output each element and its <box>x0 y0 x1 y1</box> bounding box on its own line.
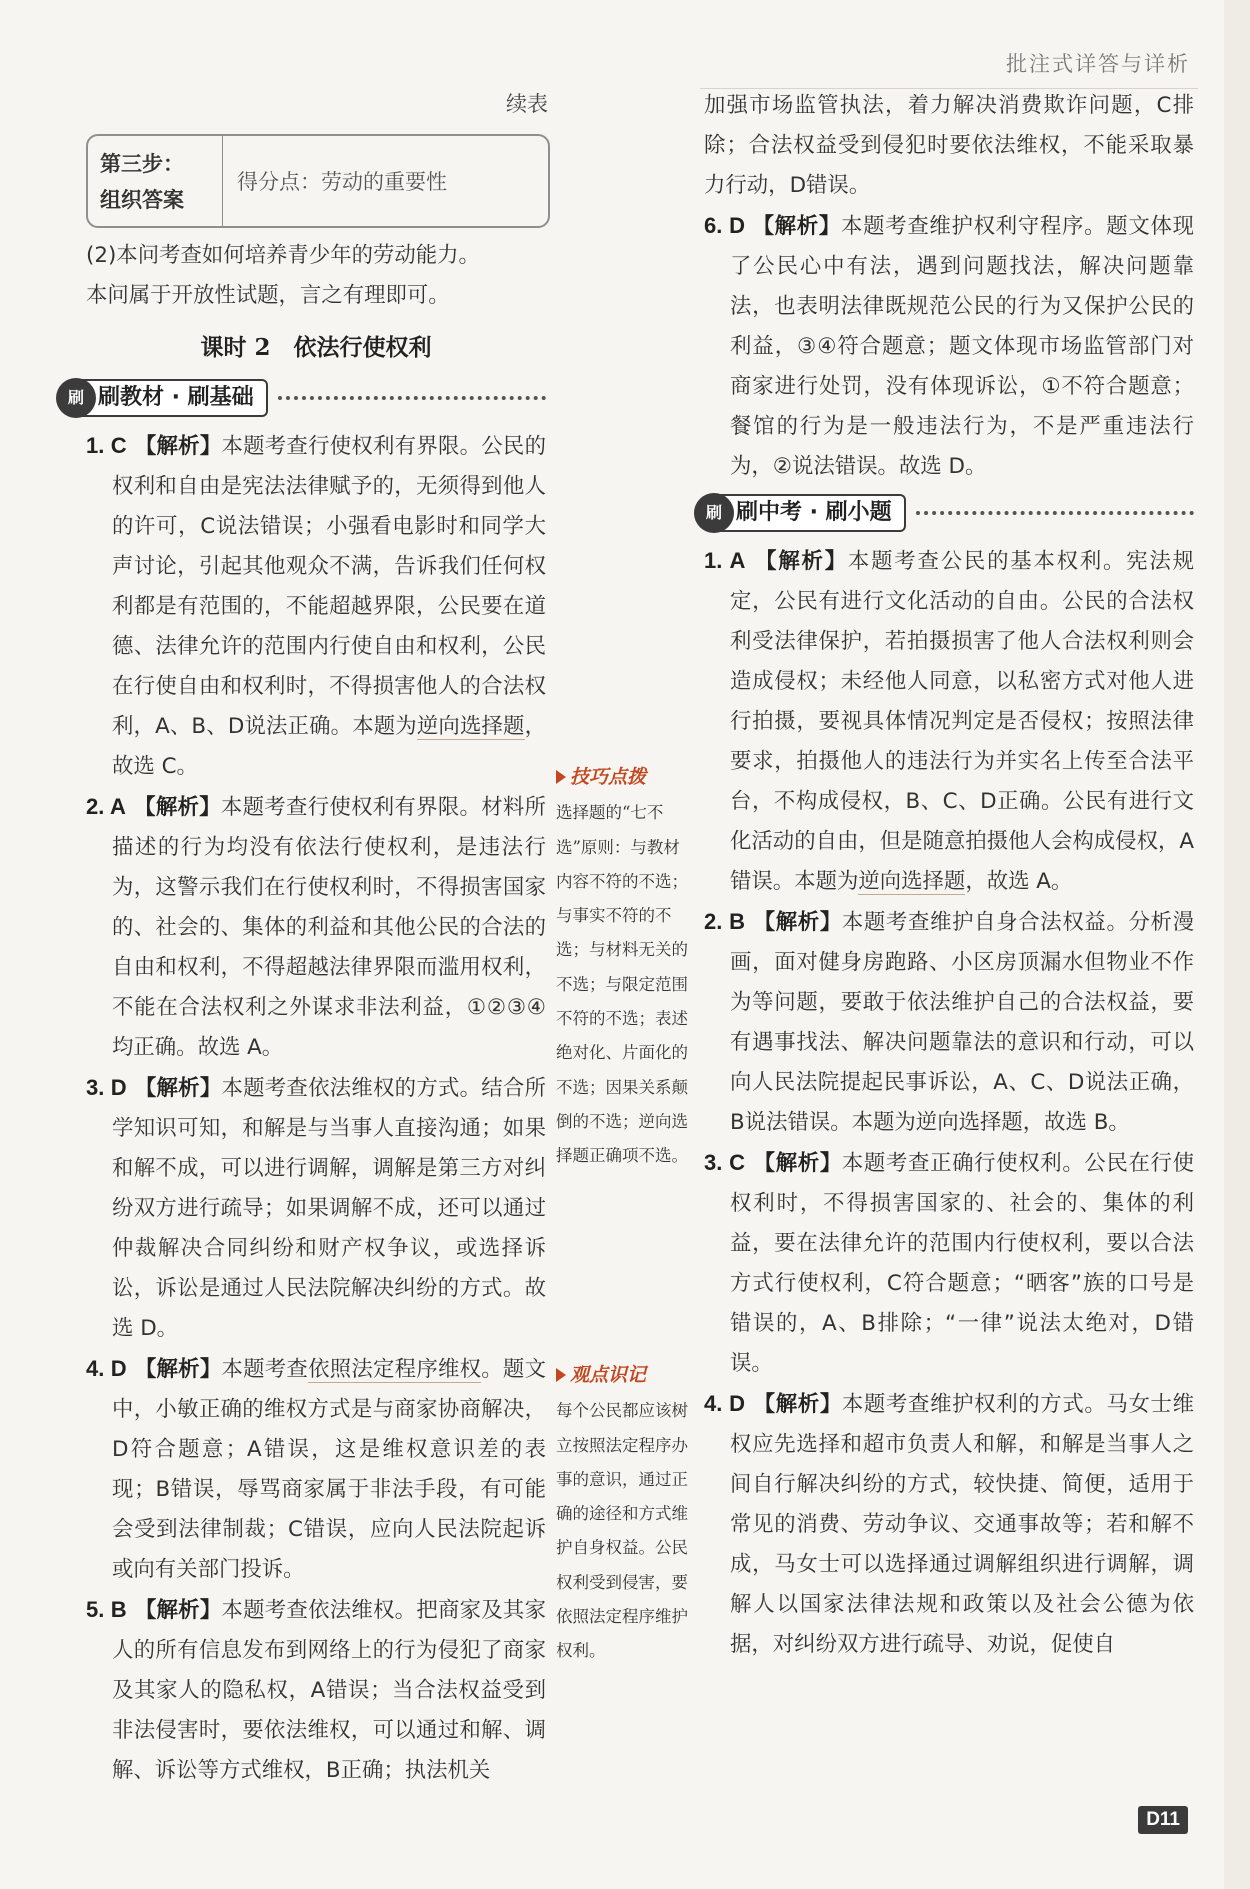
answer-number: 1. C <box>86 433 127 458</box>
answer-item <box>704 1143 1194 1384</box>
answer-tag: 【解析】 <box>133 795 221 820</box>
answer-number: 3. D <box>86 1075 127 1100</box>
answer-number: 4. D <box>704 1391 746 1416</box>
answer-tag: 【解析】 <box>134 1357 222 1382</box>
answer-tag: 【解析】 <box>753 910 842 935</box>
answer-tag: 【解析】 <box>753 549 848 574</box>
answer-text: 本题考查依法维权。把商家及其家人的所有信息发布到网络上的行为侵犯了商家及其家人的隐私权，A错误；当合法权益受到非法侵害时，要依法维权，可以通过和解、调解、诉讼等方式维权，B正确；执法机关 <box>112 1598 546 1783</box>
page-number: D11 <box>1138 1806 1188 1834</box>
answer-number: 1. A <box>704 548 746 573</box>
answer-tag: 【解析】 <box>753 1151 842 1176</box>
answer-tag: 【解析】 <box>752 214 841 239</box>
answer-tag: 【解析】 <box>753 1392 842 1417</box>
triangle-icon <box>556 770 566 784</box>
intro-line-2: 本问属于开放性试题，言之有理即可。 <box>86 283 450 308</box>
banner-basic <box>56 378 546 418</box>
answer-text-end: ，故选 A。 <box>965 869 1073 894</box>
side-note-points-title-text: 观点识记 <box>570 1364 647 1386</box>
step-content: 得分点：劳动的重要性 <box>237 170 447 194</box>
step-table <box>86 134 550 228</box>
side-note-tips-title-text: 技巧点拨 <box>570 766 647 788</box>
intro-line-1: (2)本问考查如何培养青少年的劳动能力。 <box>86 243 480 268</box>
answer-number: 3. C <box>704 1150 746 1175</box>
banner-exam-label: 刷中考 · 刷小题 <box>714 494 906 532</box>
answer-underlined-text: 逆向选择题 <box>416 714 525 739</box>
left-column <box>67 236 546 1791</box>
side-note-points-title <box>556 1358 692 1392</box>
answer-tag: 【解析】 <box>134 434 222 459</box>
step-label <box>88 136 223 226</box>
answer-text-end: ，故选 C。 <box>112 714 546 779</box>
right-continued-text: 加强市场监管执法，着力解决消费欺诈问题，C排除；合法权益受到侵犯时要依法维权，不能采取暴力行动，D错误。 <box>704 93 1194 198</box>
answer-text: 本题考查公民的基本权利。宪法规定，公民有进行文化活动的自由。公民的合法权利受法律保护，若拍摄损害了他人合法权利则会造成侵权；未经他人同意，以私密方式对他人进行拍摄，要视具体情况判定是否侵权；按照法律要求，拍摄他人的违法行为并实名上传至合法平台，不构成侵权，B、C、D正确。公民有进行文化活动的自由，但是随意拍摄他人会构成侵权，A错误。本题为 <box>730 549 1194 894</box>
right-answer-list <box>704 541 1194 1665</box>
answer-underlined-text: 逆向选择题 <box>858 869 966 894</box>
side-note-points <box>556 1358 692 1669</box>
answer-item <box>86 787 546 1068</box>
answer-item <box>86 1590 546 1791</box>
answer-number: 4. D <box>86 1356 127 1381</box>
banner-basic-label: 刷教材 · 刷基础 <box>76 379 268 417</box>
answer-text: 本题考查维护权利的方式。马女士维权应先选择和超市负责人和解，和解是当事人之间自行解决纠纷的方式，较快捷、简便，适用于常见的消费、劳动争议、交通事故等；若和解不成，马女士可以选择通过调解组织进行调解，调解人以国家法律法规和政策以及社会公德为依据，对纠纷双方进行疏导、劝说，促使自 <box>730 1392 1194 1657</box>
answer-item <box>704 541 1194 902</box>
answer-number: 6. D <box>704 213 746 238</box>
answer-text: 本题考查维护权利守程序。题文体现了公民心中有法，遇到问题找法，解决问题靠法，也表明法律既规范公民的行为又保护公民的利益，③④符合题意；题文体现市场监管部门对商家进行处罚，没有体现诉讼，①不符合题意；餐馆的行为是一般违法行为，不是严重违法行为，②说法错误。故选 D。 <box>730 214 1194 479</box>
answer-text: 本题考查依法维权的方式。结合所学知识可知，和解是与当事人直接沟通；如果和解不成，可以进行调解，调解是第三方对纠纷双方进行疏导；如果调解不成，还可以通过仲裁解决合同纠纷和财产权争议，或选择诉讼，诉讼是通过人民法院解决纠纷的方式。故选 D。 <box>112 1076 546 1341</box>
answer-text: 本题考查 <box>221 1357 309 1382</box>
answer-number: 2. A <box>86 794 126 819</box>
step-label-line-2: 组织答案 <box>100 188 184 212</box>
side-note-tips <box>556 760 692 1174</box>
banner-exam <box>694 493 1194 533</box>
triangle-icon <box>556 1368 566 1382</box>
left-answer-list <box>86 426 546 1791</box>
answer-text-end: 。题文中，小敏正确的维权方式是与商家协商解决，D符合题意；A错误，这是维权意识差的表现；B错误，辱骂商家属于非法手段，有可能会受到法律制裁；C错误，应向人民法院起诉或向有关部门投诉。 <box>112 1357 546 1582</box>
banner-dots <box>916 511 1194 515</box>
banner-dots <box>278 396 546 400</box>
page-edge <box>1224 0 1250 1889</box>
answer-underlined-text: 依照法定程序维权 <box>308 1357 482 1382</box>
book-icon: 刷 <box>694 493 734 533</box>
side-note-tips-text: 选择题的“七不选”原则：与教材内容不符的不选；与事实不符的不选；与材料无关的不选；与限定范围不符的不选；表述绝对化、片面化的不选；因果关系颠倒的不选；逆向选择题正确项不选。 <box>556 803 688 1166</box>
answer-item <box>86 426 546 787</box>
answer-item <box>704 1384 1194 1665</box>
answer-item <box>704 902 1194 1143</box>
lesson-title: 课时 2 依法行使权利 <box>200 334 432 361</box>
answer-tag: 【解析】 <box>134 1598 222 1623</box>
right-column <box>704 86 1194 1665</box>
continued-label: 续表 <box>506 92 548 116</box>
header-title: 批注式详答与详析 <box>1006 52 1190 76</box>
answer-number: 2. B <box>704 909 746 934</box>
book-icon: 刷 <box>56 378 96 418</box>
side-note-tips-title <box>556 760 692 794</box>
answer-item <box>86 1068 546 1349</box>
answer-text: 本题考查正确行使权利。公民在行使权利时，不得损害国家的、社会的、集体的利益，要在法律允许的范围内行使权利，要以合法方式行使权利，C符合题意；“晒客”族的口号是错误的，A、B排除；“一律”说法太绝对，D错误。 <box>730 1151 1194 1376</box>
answer-text: 本题考查行使权利有界限。材料所描述的行为均没有依法行使权利，是违法行为，这警示我们在行使权利时，不得损害国家的、社会的、集体的利益和其他公民的合法的自由和权利，不得超越法律界限而滥用权利，不能在合法权利之外谋求非法利益，①②③④均正确。故选 A。 <box>112 795 546 1060</box>
answer-tag: 【解析】 <box>134 1076 222 1101</box>
answer-item <box>86 1349 546 1590</box>
answer-number: 5. B <box>86 1597 127 1622</box>
side-note-points-text: 每个公民都应该树立按照法定程序办事的意识，通过正确的途径和方式维护自身权益。公民权利受到侵害，要依照法定程序维护权利。 <box>556 1401 688 1661</box>
answer-text: 本题考查行使权利有界限。公民的权利和自由是宪法法律赋予的，无须得到他人的许可，C说法错误；小强看电影时和同学大声讨论，引起其他观众不满，告诉我们任何权利都是有范围的，不能超越界限，公民要在道德、法律允许的范围内行使自由和权利，公民在行使自由和权利时，不得损害他人的合法权利，A、B、D说法正确。本题为 <box>112 434 546 739</box>
answer-item-6 <box>704 206 1194 487</box>
step-label-line-1: 第三步： <box>100 152 184 176</box>
answer-text: 本题考查维护自身合法权益。分析漫画，面对健身房跑路、小区房顶漏水但物业不作为等问题，要敢于依法维护自己的合法权益，要有遇事找法、解决问题靠法的意识和行动，可以向人民法院提起民事诉讼，A、C、D说法正确，B说法错误。本题为逆向选择题，故选 B。 <box>730 910 1194 1135</box>
